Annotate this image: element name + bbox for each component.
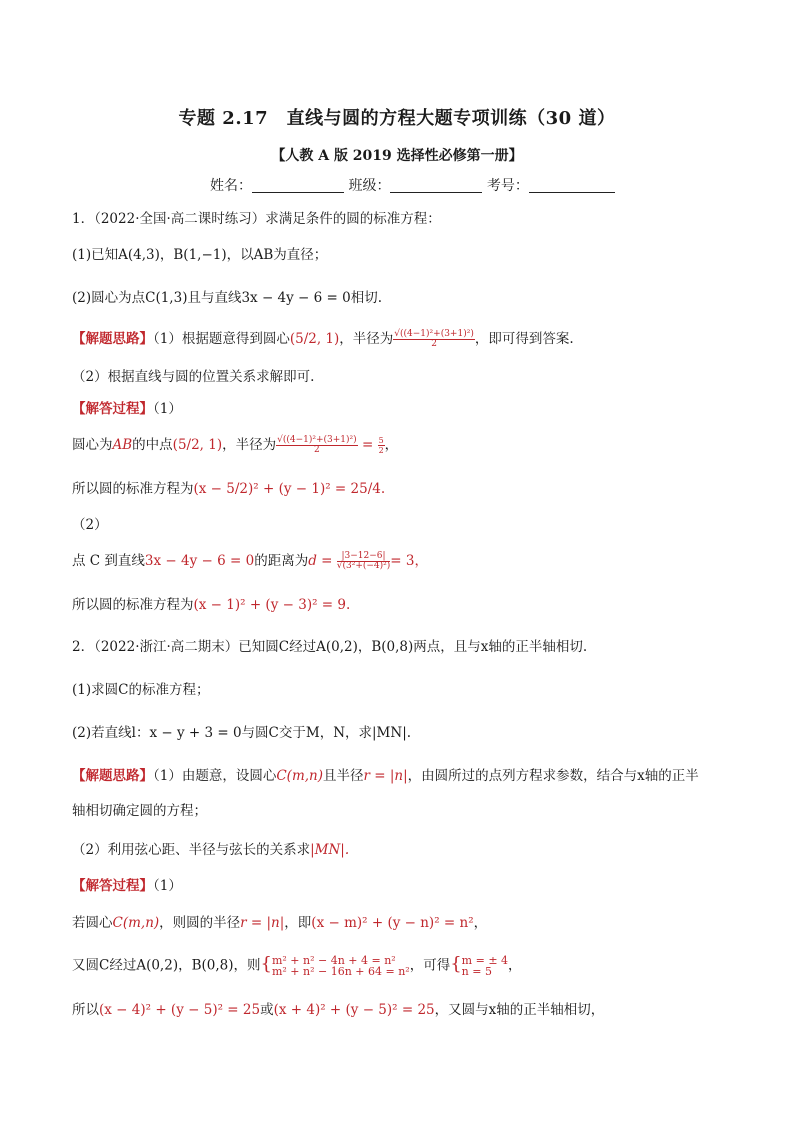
class-blank[interactable] xyxy=(390,178,482,193)
text: ，则圆的半径 xyxy=(159,915,241,931)
q2-step-1 xyxy=(72,914,487,932)
q2-idea-1b: 轴相切确定圆的方程； xyxy=(72,803,207,819)
q2-stem: 2．（2022·浙江·高二期末）已知圆C经过A(0,2)，B(0,8)两点，且与x轴的正半轴相切. xyxy=(72,639,588,655)
q1-proc-head-line xyxy=(72,400,182,418)
name-blank[interactable] xyxy=(252,178,344,193)
q1-proc-1: （1） xyxy=(153,401,182,417)
center-point: (5/2, 1) xyxy=(172,437,223,453)
text: 所以 xyxy=(72,1002,99,1018)
text: （1）由题意，设圆心 xyxy=(153,768,277,784)
student-info-line xyxy=(210,175,615,195)
q1-proc-head: 【解答过程】 xyxy=(72,401,153,417)
name-label: 姓名： xyxy=(210,178,252,194)
radius-expr: r = |n| xyxy=(363,768,408,784)
text: ，可得 xyxy=(409,957,451,974)
class-label: 班级： xyxy=(348,178,391,194)
q2-part1: (1)求圆C的标准方程； xyxy=(72,682,210,698)
text: 的中点 xyxy=(132,437,173,453)
exam-no-label: 考号： xyxy=(486,178,529,194)
q1-radius-fraction xyxy=(393,330,475,349)
text: 又圆C经过A(0,2)，B(0,8)，则 xyxy=(72,957,261,974)
radius-expr: r = |n| xyxy=(240,915,285,931)
q2-part2: (2)若直线l：x − y + 3 = 0与圆C交于M，N，求|MN|. xyxy=(72,725,412,741)
q1-idea-text: （1）根据题意得到圆心 xyxy=(153,331,290,347)
text: （1） xyxy=(153,878,182,894)
text: ，由圆所过的点列方程求参数，结合与x轴的正半 xyxy=(407,768,699,784)
solution-system xyxy=(462,955,508,977)
center-expr: C(m,n) xyxy=(276,768,323,784)
frac-num: |3−12−6| xyxy=(337,552,391,562)
q1-part1: (1)已知A(4,3)，B(1,−1)，以AB为直径； xyxy=(72,247,328,263)
text: ， xyxy=(473,915,488,931)
distance-value: = 3， xyxy=(390,553,428,569)
q2-proc-head: 【解答过程】 xyxy=(72,878,153,894)
text: 或 xyxy=(260,1002,274,1018)
radius-fraction xyxy=(276,436,358,455)
text: 的距离为 xyxy=(254,553,309,569)
system-eq-1: m² + n² − 4n + 4 = n² xyxy=(271,954,396,967)
q2-idea-2 xyxy=(72,841,349,859)
frac-num: 5 xyxy=(378,436,384,445)
frac-den: 2 xyxy=(314,445,320,455)
solution-1: m = ± 4 xyxy=(461,954,509,967)
q1-idea-text-b: ，半径为 xyxy=(339,331,394,347)
q2-step-2: 又圆C经过A(0,2)，B(0,8)，则{ m² + n² − 4n + 4 = n² m² + n² − 16n + 64 = n² ，可得{ m = ± 4 n = 5 ， xyxy=(72,953,522,978)
text: 所以圆的标准方程为 xyxy=(72,597,194,613)
q1-idea-1 xyxy=(72,330,574,349)
q1-equation-line xyxy=(72,480,385,498)
general-equation: (x − m)² + (y − n)² = n² xyxy=(311,915,474,931)
circle-equation-1: (x − 5/2)² + (y − 1)² = 25/4. xyxy=(193,481,386,497)
text: ，又圆与x轴的正半轴相切， xyxy=(434,1002,605,1018)
solution-2: n = 5 xyxy=(461,965,492,978)
text: （2）利用弦心距、半径与弦长的关系求 xyxy=(72,842,311,858)
system-eq-2: m² + n² − 16n + 64 = n² xyxy=(271,965,410,978)
center-expr: C(m,n) xyxy=(112,915,160,931)
frac-num: √((4−1)²+(3+1)²) xyxy=(394,329,474,339)
q2-idea-head: 【解题思路】 xyxy=(72,768,153,784)
text: 点 C 到直线 xyxy=(72,553,145,569)
q1-distance-line: 点 C 到直线3x − 4y − 6 = 0的距离为d = $\frac{|3-12-6|}{\text{√(3²+(−4)²)}}$ = 3， xyxy=(72,551,428,571)
text: 所以圆的标准方程为 xyxy=(72,481,194,497)
q1-idea-text-c: ，即可得到答案. xyxy=(474,331,574,347)
candidate-equation-2: (x + 4)² + (y − 5)² = 25 xyxy=(273,1002,435,1018)
q2-proc-head-line xyxy=(72,877,182,895)
frac-den: √(3²+(−4)²) xyxy=(336,561,391,571)
text: ，半径为 xyxy=(222,437,277,453)
q2-idea-1 xyxy=(72,767,699,785)
q1-center-line: 圆心为AB的中点(5/2, 1)，半径为 $\frac{\text{√((4−1)²+(3+1)²)}}{2}$ = $\frac{5}{2}$ ， xyxy=(72,435,399,455)
q1-center-point: (5/2, 1) xyxy=(289,331,340,347)
page-subtitle: 【人教 A 版 2019 选择性必修第一册】 xyxy=(271,148,523,164)
q1-stem: 1．（2022·全国·高二课时练习）求满足条件的圆的标准方程： xyxy=(72,211,441,227)
candidate-equation-1: (x − 4)² + (y − 5)² = 25 xyxy=(99,1002,261,1018)
segment-ab: AB xyxy=(112,437,133,453)
radius-value xyxy=(378,436,385,455)
text: 圆心为 xyxy=(72,437,113,453)
exam-no-blank[interactable] xyxy=(529,178,615,193)
q1-equation-2-line xyxy=(72,596,350,614)
circle-equation-2: (x − 1)² + (y − 3)² = 9. xyxy=(193,597,351,613)
distance-fraction xyxy=(337,552,391,571)
q1-proc-2: （2） xyxy=(72,517,108,533)
equation-system xyxy=(272,955,410,977)
chord-expr: |MN|. xyxy=(310,842,350,858)
q1-idea-2: （2）根据直线与圆的位置关系求解即可. xyxy=(72,369,315,385)
frac-den: 2 xyxy=(378,446,384,455)
q2-step-3 xyxy=(72,1001,604,1019)
frac-num: √((4−1)²+(3+1)²) xyxy=(277,435,357,445)
page-title: 专题 2.17 直线与圆的方程大题专项训练（30 道） xyxy=(178,108,616,129)
text: ， xyxy=(508,957,522,974)
text: ，即 xyxy=(284,915,312,931)
text: 且半径 xyxy=(323,768,364,784)
line-equation: 3x − 4y − 6 = 0 xyxy=(144,553,255,569)
q1-part2: (2)圆心为点C(1,3)且与直线3x − 4y − 6 = 0相切. xyxy=(72,290,383,306)
frac-den: 2 xyxy=(431,339,437,349)
q1-idea-head: 【解题思路】 xyxy=(72,331,153,347)
text: 若圆心 xyxy=(72,915,113,931)
